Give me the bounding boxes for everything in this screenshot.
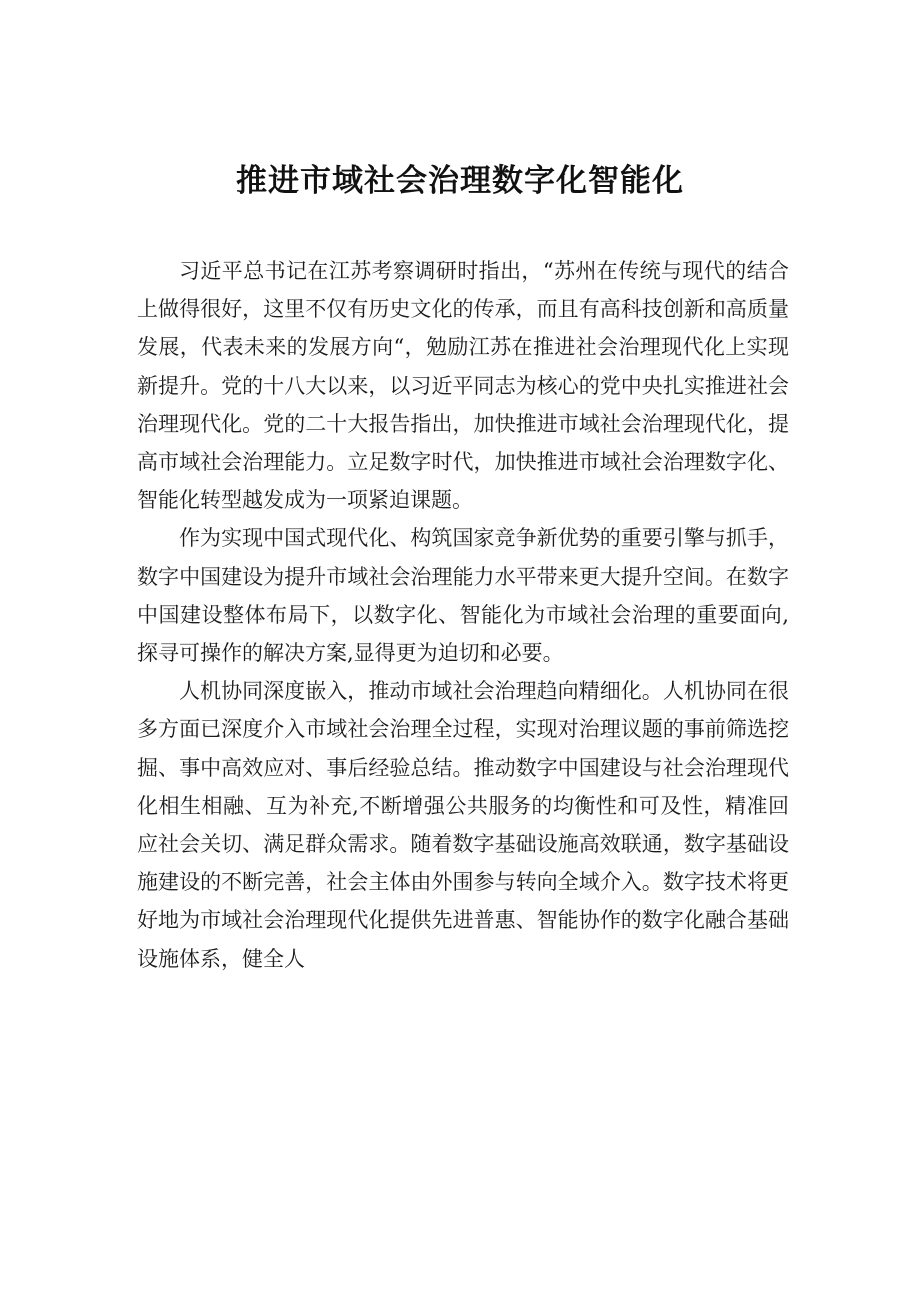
paragraph-1: 习近平总书记在江苏考察调研时指出，“苏州在传统与现代的结合上做得很好，这里不仅有历史文化的传承，而且有高科技创新和高质量发展，代表未来的发展方向“，勉励江苏在推进社会治理现代化上实现新提升。党的十八大以来，以习近平同志为核心的党中央扎实推进社会治理现代化。党的二十大报告指出，加快推进市域社会治理现代化，提高市域社会治理能力。立足数字时代，加快推进市域社会治理数字化、智能化转型越发成为一项紧迫课题。 (137, 259, 789, 513)
paragraph-3: 人机协同深度嵌入，推动市域社会治理趋向精细化。人机协同在很多方面已深度介入市域社会治理全过程，实现对治理议题的事前筛选挖掘、事中高效应对、事后经验总结。推动数字中国建设与社会治理现代化相生相融、互为补充,不断增强公共服务的均衡性和可及性，精准回应社会关切、满足群众需求。随着数字基础设施高效联通，数字基础设施建设的不断完善，社会主体由外围参与转向全域介入。数字技术将更好地为市域社会治理现代化提供先进普惠、智能协作的数字化融合基础设施体系，健全人 (137, 679, 789, 971)
paragraph-2: 作为实现中国式现代化、构筑国家竞争新优势的重要引擎与抓手，数字中国建设为提升市域社会治理能力水平带来更大提升空间。在数字中国建设整体布局下，以数字化、智能化为市域社会治理的重要面向,探寻可操作的解决方案,显得更为迫切和必要。 (137, 526, 789, 666)
document-body (137, 252, 789, 978)
document-title: 推进市域社会治理数字化智能化 (236, 163, 684, 199)
